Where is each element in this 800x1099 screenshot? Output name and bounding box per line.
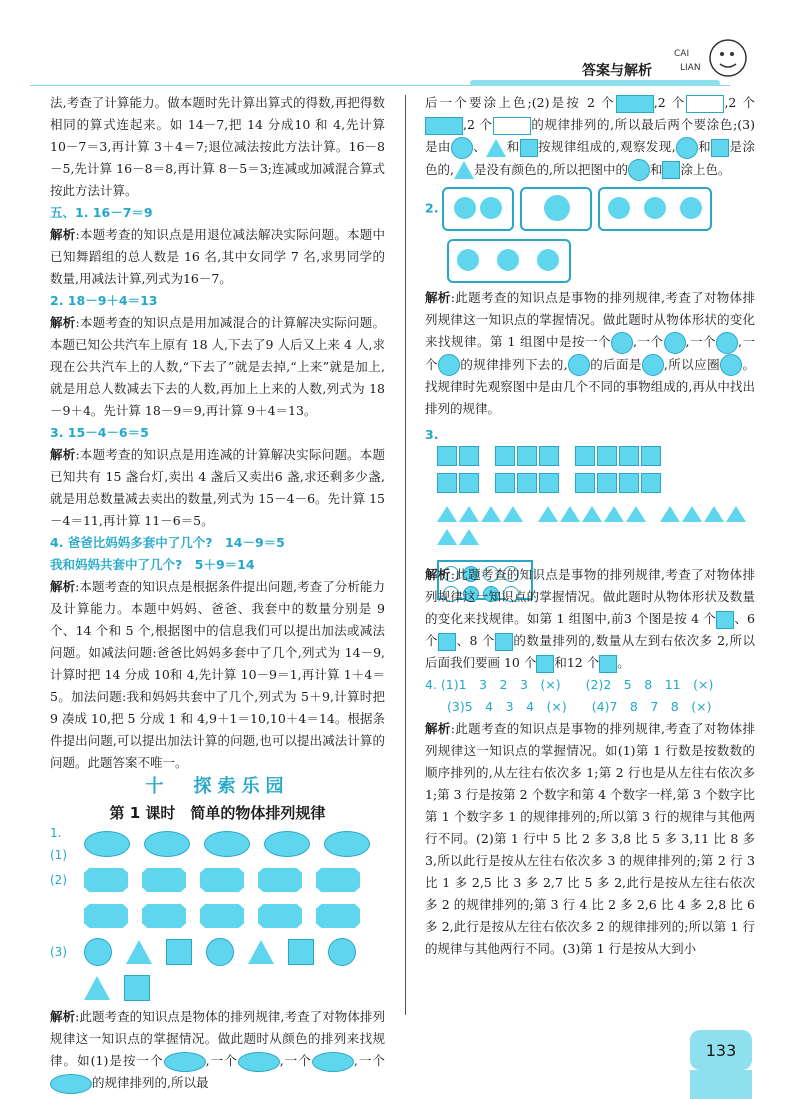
figure-row-3b — [50, 970, 385, 1006]
circle-shape — [84, 938, 112, 966]
oval-shape — [264, 831, 310, 857]
question-number: 2. — [425, 200, 439, 216]
square-shape — [288, 939, 314, 965]
explanation: 解析:此题考查的知识点是事物的排列规律,考查了对物体排列规律这一知识点的掌握情况。如(1)第 1 行数是按数数的顺序排列的,从左往右依次多 1;第 2 行也是从左往右依次多 1;第 3 行是按第 2 个数字和第 4 个数字一样,第 3 个数字比第 1 个数字多 1 的规律排列的;所以第 3 行的规律与其他两行不同。(2)第 1 行中 5 比 2 多 3,8 比 5 多 3,11 比 8 多 3,所以此行是按从左往右依次多 3 的规律排列的;第 2 行 3 比 1 多 2,5 比 3 多 2,7 比 5 多 2,此行是按从左往右依次多 2 的规律排列的;第 3 行 4 比 2 多 2,6 比 4 多 2,8 比 6 多 2,此行是按从左往右依次多 2 的规律排列的;所以第 1 行的规律与其他两行不同。(3)第 1 行是按从大到小 — [425, 721, 755, 956]
lantern-icon — [664, 332, 686, 354]
explanation-label: 解析 — [425, 290, 451, 305]
circle-shape — [328, 938, 356, 966]
explanation-text: :本题考查的知识点是用加减混合的计算解决实际问题。本题已知公共汽车上原有 18 人,下去了9 人后又上来 4 人,求现在公共汽车上的人数,“下去了”就是去掉,“上来”就是加上,就是用总人数减去下去的人数,再加上上来的人数,列式为 18－9＋4。先计算 18－9＝9,再计算 9＋4＝13。 — [50, 315, 385, 418]
explanation-text: :本题考查的知识点是根据条件提出问题,考查了分析能力及计算能力。本题中妈妈、爸爸、我套中的数量分别是 9 个、14 个和 5 个,根据图中的信息我们可以提出加法或减法问题。如减法问题:爸爸比妈妈多套中了几个,列式为 14－9,计算时把 14 分成 10和 4,先计算 10－9＝1,再计算 1＋4＝5。加法问题:我和妈妈共套中了几个,列式为 5＋9,计算时把 9 凑成 10,把 5 分成 1 和 4,9＋1＝10,10＋4＝14。根据条件提出问题,可以提出加法计算的问题,也可以提出减法计算的问题。此题答案不唯一。 — [50, 579, 385, 770]
circle-icon — [451, 137, 473, 159]
lesson-title: 第 1 课时 简单的物体排列规律 — [109, 804, 326, 822]
brand-logo-icon — [672, 30, 752, 90]
oval-icon — [312, 1052, 354, 1072]
page-number: 133 — [690, 1030, 752, 1070]
triangle-shape — [84, 976, 110, 1000]
octagon-shape — [316, 868, 360, 892]
explanation-text: :本题考查的知识点是用连减的计算解决实际问题。本题已知共有 15 盏台灯,卖出 4 盏后又卖出6 盏,求还剩多少盏,就是用总数量减去卖出的数量,列式为 15－4－6。先计算 15－4＝11,再计算 11－6＝5。 — [50, 447, 385, 528]
triangle-icon — [454, 161, 474, 179]
square-icon — [599, 655, 617, 673]
figure-q3 — [425, 420, 755, 564]
square-shape — [124, 975, 150, 1001]
explanation — [50, 224, 385, 290]
octagon-shape — [84, 904, 128, 928]
circle-shape — [206, 938, 234, 966]
octagon-shape — [142, 904, 186, 928]
oval-shape — [84, 831, 130, 857]
oval-shape — [144, 831, 190, 857]
picture-frame — [520, 187, 592, 231]
octagon-icon — [425, 117, 463, 135]
page-header — [0, 0, 800, 92]
octagon-shape — [84, 868, 128, 892]
column-divider — [405, 95, 406, 1015]
explanation-label: 解析 — [50, 315, 76, 330]
square-icon — [536, 655, 554, 673]
explanation-label: 解析 — [50, 227, 76, 242]
explanation-label: 解析 — [50, 447, 76, 462]
explanation-label: 解析 — [50, 579, 76, 594]
octagon-outline-icon — [493, 117, 531, 135]
circle-icon — [676, 137, 698, 159]
explanation — [50, 312, 385, 422]
octagon-shape — [142, 868, 186, 892]
oval-shape — [204, 831, 250, 857]
figure-tag: 1. (1) — [50, 826, 67, 862]
paragraph: 后一个要涂上色;(2)是按 2 个 ,2 个 ,2 个,2 个 的规律排列的,所以最后两个要涂色;(3)是由 、 和 按规律组成的,观察发现, 和 是涂色的, 是没有颜色的,所以把图中的 和 涂上色。 — [425, 92, 755, 181]
explanation — [50, 444, 385, 532]
lantern-icon — [611, 332, 633, 354]
svg-text:CAI: CAI — [674, 49, 690, 59]
circle-icon — [628, 159, 650, 181]
lantern-icon — [568, 354, 590, 376]
explanation-text: :本题考查的知识点是用退位减法解决实际问题。本题中已知舞蹈组的总人数是 16 名,其中女同学 7 名,求男同学的数量,用减法计算,列式为16－7。 — [50, 227, 385, 286]
figure-q2 — [425, 181, 755, 287]
answer-4-row: (3)5 4 3 4 (×) (4)7 8 7 8 (×) — [447, 699, 712, 714]
svg-text:LIAN: LIAN — [680, 63, 701, 73]
oval-icon — [164, 1052, 206, 1072]
square-icon — [662, 161, 680, 179]
answer-5-3: 3. 15－4－6＝5 — [50, 425, 149, 440]
section-title: 十 探索乐园 — [145, 776, 290, 797]
lantern-icon — [438, 354, 460, 376]
footer-band — [690, 1070, 752, 1099]
left-column — [50, 92, 385, 1094]
picture-frame — [442, 187, 514, 231]
figure-row-1 — [50, 826, 385, 862]
explanation: 解析:此题考查的知识点是事物的排列规律,考查了对物体排列规律这一知识点的掌握情况。做此题时从物体形状的变化来找规律。第 1 组图中是按一个 ,一个 ,一个 ,一个 的规律排列下去的, 的后面是 ,所以应圈 。找规律时先观察图中是由几个不同的事物组成的,再从中找出排列的规律。 — [425, 290, 755, 416]
header-title: 答案与解析 — [582, 63, 652, 79]
picture-frame — [598, 187, 712, 231]
octagon-shape — [258, 868, 302, 892]
octagon-shape — [316, 904, 360, 928]
paragraph: 法,考查了计算能力。做本题时先计算出算式的得数,再把得数相同的算式连起来。如 14－7,把 14 分成10 和 4,先计算 10－7＝3,再计算 3＋4＝7;退位减法按此方法计算。16－8－5,先计算 16－8＝8,再计算 8－5＝3;连减或加减混合算式按此方法计算。 — [50, 95, 385, 198]
octagon-shape — [200, 904, 244, 928]
square-icon — [711, 139, 729, 157]
lantern-icon — [642, 354, 664, 376]
square-icon — [520, 139, 538, 157]
triangle-shape — [126, 940, 152, 964]
lantern-icon — [716, 332, 738, 354]
octagon-shape — [200, 868, 244, 892]
oval-icon — [238, 1052, 280, 1072]
answer-5-1: 五、1. 16－7＝9 — [50, 205, 153, 220]
oval-icon — [50, 1074, 92, 1094]
explanation-label: 解析 — [425, 567, 451, 582]
square-icon — [495, 633, 513, 651]
octagon-outline-icon — [686, 95, 724, 113]
triangle-shape — [248, 940, 274, 964]
right-column — [425, 92, 755, 960]
answer-4-row: 4. (1)1 3 2 3 (×) (2)2 5 8 11 (×) — [425, 677, 714, 692]
square-shape — [166, 939, 192, 965]
picture-frame — [447, 239, 571, 283]
square-icon — [438, 633, 456, 651]
figure-row-3 — [50, 934, 385, 970]
figure-row-2b — [50, 898, 385, 934]
octagon-icon — [616, 95, 654, 113]
oval-shape — [324, 831, 370, 857]
figure-tag: (2) — [50, 873, 67, 887]
figure-tag: (3) — [50, 945, 67, 959]
octagon-shape — [258, 904, 302, 928]
explanation — [50, 576, 385, 774]
explanation-label: 解析 — [50, 1009, 76, 1024]
explanation: 解析:此题考查的知识点是物体的排列规律,考查了对物体排列规律这一知识点的掌握情况。做此题时从颜色的排列来找规律。如(1)是按一个 ,一个 ,一个 ,一个的规律排列的,所以最 — [50, 1006, 385, 1094]
explanation: 解析:此题考查的知识点是事物的排列规律,考查了对物体排列规律这一知识点的掌握情况。做此题时从物体形状及数量的变化来找规律。如第 1 组图中,前3 个图是按 4 个 、6 个 、8 个 的数量排列的,数量从左到右依次多 2,所以后面我们要画 10 个 和12 个 。 — [425, 564, 755, 674]
answer-5-4a: 4. 爸爸比妈妈多套中了几个? 14－9＝5 — [50, 535, 285, 550]
question-number: 3. — [425, 427, 439, 442]
answer-5-2: 2. 18－9＋4＝13 — [50, 293, 158, 308]
square-icon — [716, 611, 734, 629]
figure-row-2 — [50, 862, 385, 898]
triangle-icon — [486, 139, 506, 157]
explanation-label: 解析 — [425, 721, 451, 736]
lantern-icon — [720, 354, 742, 376]
answer-5-4b: 我和妈妈共套中了几个? 5＋9＝14 — [50, 557, 255, 572]
